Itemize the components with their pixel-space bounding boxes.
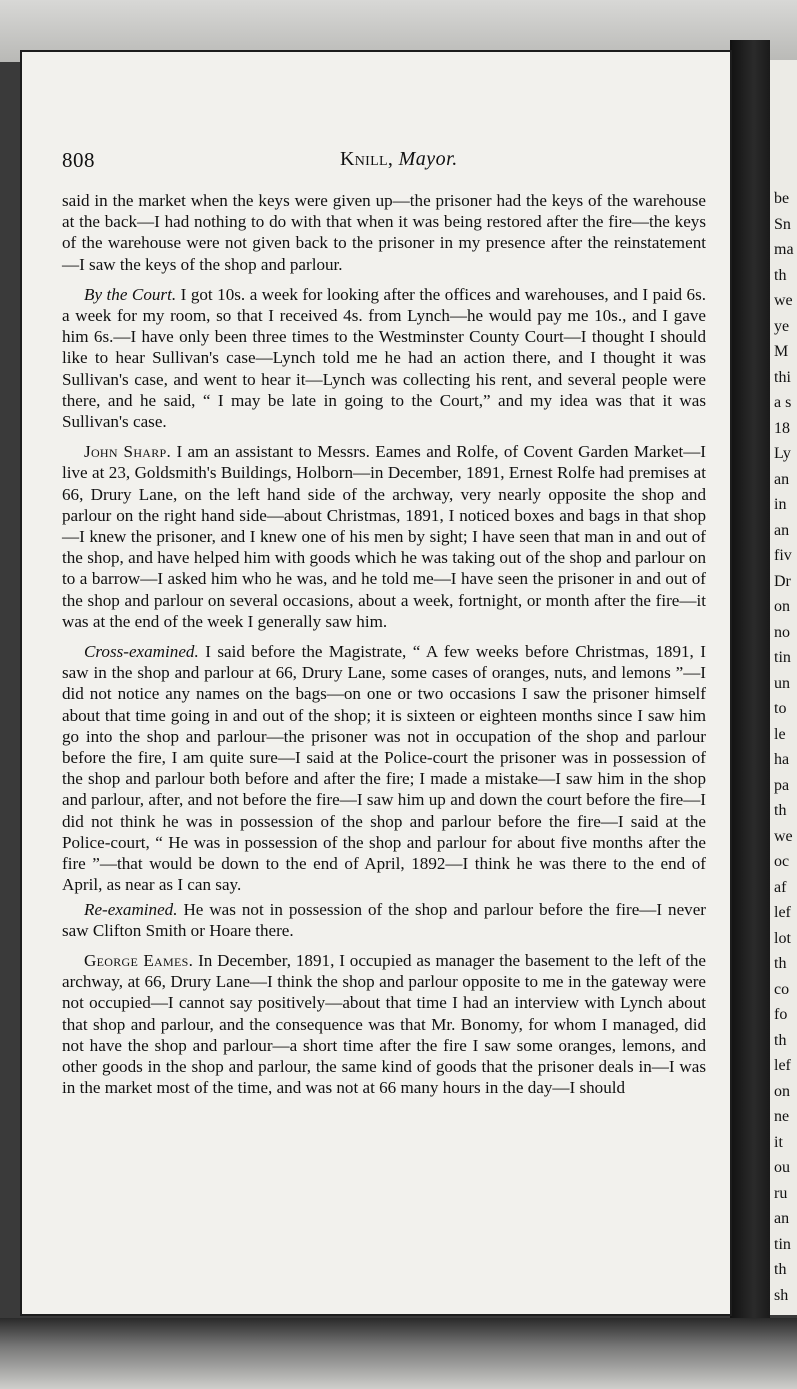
paragraph-text: I got 10s. a week for looking after the offices and warehouses, and I paid 6s. a week for my room, so that I received 4s. from Lynch—he would pay me 10s., and I gave him 6s.—I have only been three times to the Westminster County Court—I thought I should like to hear Sullivan's case—Lynch told me he had an action there, and I thought it was Sullivan's case, and went to hear it—Lynch was collecting his rent, and several people were there, and he said, “ I may be late in going to the Court,” and my idea was that it was Sullivan's case. bbox=[62, 284, 706, 432]
adjacent-page-fragment: ha bbox=[774, 751, 790, 768]
running-head bbox=[340, 148, 458, 171]
adjacent-page-fragment: we bbox=[774, 292, 793, 309]
paragraph bbox=[62, 641, 706, 895]
witness-name: George Eames. bbox=[84, 950, 194, 970]
adjacent-page-fragment: in bbox=[774, 496, 787, 513]
adjacent-page-fragment: ou bbox=[774, 1159, 790, 1176]
paragraph-text: He was not in possession of the shop and parlour before the fire—I never saw Clifton Smith or Hoare there. bbox=[62, 899, 706, 940]
paragraph-text: said in the market when the keys were given up—the prisoner had the keys of the warehouse at the back—I had nothing to do with that when it was being restored after the fire—the keys of the warehouse were not given back to the prisoner in my presence after the reinstatement—I saw the keys of the shop and parlour. bbox=[62, 191, 706, 274]
paragraph bbox=[62, 899, 706, 941]
adjacent-page-fragment: oc bbox=[774, 853, 790, 870]
paragraph-text: In December, 1891, I occupied as manager the basement to the left of the archway, at 66, Drury Lane—I think the shop and parlour opposite to me in the gateway were not occupied—I cannot say positively—about that time I had an interview with Lynch about that shop and parlour, and the consequence was that Mr. Bonomy, for whom I managed, did not have the shop and parlour—a short time after the fire I saw some oranges, lemons, and other goods in the shop and parlour, the same kind of goods that the prisoner deals in—I was in the market most of the time, and was not at 66 many hours in the day—I should bbox=[62, 950, 706, 1098]
adjacent-page-fragment: th bbox=[774, 266, 787, 284]
adjacent-page-fragment: M bbox=[774, 343, 789, 360]
adjacent-page-fragment: 18 bbox=[774, 419, 790, 437]
adjacent-page-edge bbox=[770, 60, 797, 1315]
adjacent-page-fragment: ne bbox=[774, 1108, 790, 1125]
paragraph-text: I am an assistant to Messrs. Eames and Rolfe, of Covent Garden Market—I live at 23, Goldsmith's Buildings, Holborn—in December, 1891, Ernest Rolfe had premises at 66, Drury Lane, on the left hand side of the archway, very nearly opposite the shop and parlour on the right hand side—about Christmas, 1891, I noticed boxes and bags in that shop—I knew the prisoner, and I knew one of his men by sight; I have seen that man in and out of the shop, and have helped him with goods which he was taking out of the shop and parlour on to a barrow—I asked him who he was, and he told me—I have seen the prisoner in and out of the shop and parlour on several occasions, about a week, fortnight, or month after the fire—it was at the end of the week I generally saw him. bbox=[62, 442, 706, 631]
adjacent-page-fragment: tin bbox=[774, 649, 791, 666]
adjacent-page-fragment: an bbox=[774, 1210, 790, 1227]
adjacent-page-fragment: lot bbox=[774, 929, 791, 947]
adjacent-page-fragment: to bbox=[774, 700, 787, 717]
adjacent-page-fragment: th bbox=[774, 955, 787, 972]
adjacent-page-fragment: th bbox=[774, 802, 787, 819]
witness-name: John Sharp. bbox=[84, 442, 172, 462]
adjacent-page-fragment: we bbox=[774, 827, 793, 845]
adjacent-page-fragment: th bbox=[774, 1031, 787, 1049]
page-body bbox=[62, 190, 706, 1107]
adjacent-page-fragment: no bbox=[774, 623, 790, 641]
adjacent-page-fragment: ru bbox=[774, 1184, 788, 1202]
adjacent-page-fragment: on bbox=[774, 1082, 790, 1100]
paragraph bbox=[62, 284, 706, 432]
paragraph bbox=[62, 190, 706, 275]
adjacent-page-fragment: ye bbox=[774, 317, 790, 335]
paragraph bbox=[62, 441, 706, 632]
running-head-title: Mayor. bbox=[398, 148, 458, 170]
adjacent-page-fragment: on bbox=[774, 598, 790, 615]
adjacent-page-fragment: ma bbox=[774, 241, 794, 258]
adjacent-page-fragment: sh bbox=[774, 1286, 789, 1304]
adjacent-page-fragment: a s bbox=[774, 394, 792, 411]
adjacent-page-fragment: Dr bbox=[774, 572, 791, 590]
adjacent-page-fragment: an bbox=[774, 470, 790, 488]
adjacent-page-fragment: un bbox=[774, 674, 790, 692]
paragraph-lead: By the Court. bbox=[84, 284, 177, 304]
adjacent-page-fragment: lef bbox=[774, 904, 791, 921]
adjacent-page-fragment: fo bbox=[774, 1006, 788, 1023]
adjacent-page-fragment: lef bbox=[774, 1057, 791, 1074]
adjacent-page-fragment: le bbox=[774, 725, 786, 743]
paragraph-text: I said before the Magistrate, “ A few weeks before Christmas, 1891, I saw in the shop and parlour at 66, Drury Lane, some cases of oranges, nuts, and lemons ”—I did not notice any names on the bags—on one or two occasions I saw the prisoner himself about that time going in and out of the shop; it is sixteen or eighteen months since I saw him go into the shop and parlour—the prisoner was not in occupation of the shop and parlour before the fire, I am quite sure—I said at the Police-court the prisoner was in possession of the shop and parlour both before and after the fire; I made a mistake—I saw him in the shop and parlour, after, and not before the fire—I saw him up and down the court before the fire—I did not think he was in possession of the shop and parlour before the fire—I said at the Police-court, “ He was in possession of the shop and parlour for about five months after the fire ”—that would be down to the end of April, 1892—I think he was there to the end of April, as near as I can say. bbox=[62, 642, 706, 895]
adjacent-page-fragment: co bbox=[774, 980, 790, 998]
adjacent-page-fragment: thi bbox=[774, 368, 791, 386]
running-head-name: Knill, bbox=[340, 148, 394, 170]
adjacent-page-fragment: an bbox=[774, 521, 790, 539]
adjacent-page-fragment: th bbox=[774, 1261, 787, 1278]
adjacent-page-fragment: fiv bbox=[774, 547, 792, 564]
paragraph bbox=[62, 950, 706, 1098]
adjacent-page-fragment: it bbox=[774, 1133, 783, 1151]
adjacent-page-fragment: Sn bbox=[774, 215, 791, 233]
adjacent-page-fragment: tin bbox=[774, 1235, 791, 1253]
page-header bbox=[62, 148, 702, 172]
adjacent-page-fragment: Ly bbox=[774, 445, 791, 462]
book-spine bbox=[730, 40, 770, 1320]
page-number: 808 bbox=[62, 148, 95, 172]
adjacent-page-fragment: pa bbox=[774, 776, 790, 794]
paragraph-lead: Re-examined. bbox=[84, 899, 178, 919]
adjacent-page-fragment: be bbox=[774, 190, 790, 207]
adjacent-page-fragment: af bbox=[774, 878, 787, 896]
scan-background-bottom bbox=[0, 1318, 797, 1389]
paragraph-lead: Cross-examined. bbox=[84, 642, 199, 662]
